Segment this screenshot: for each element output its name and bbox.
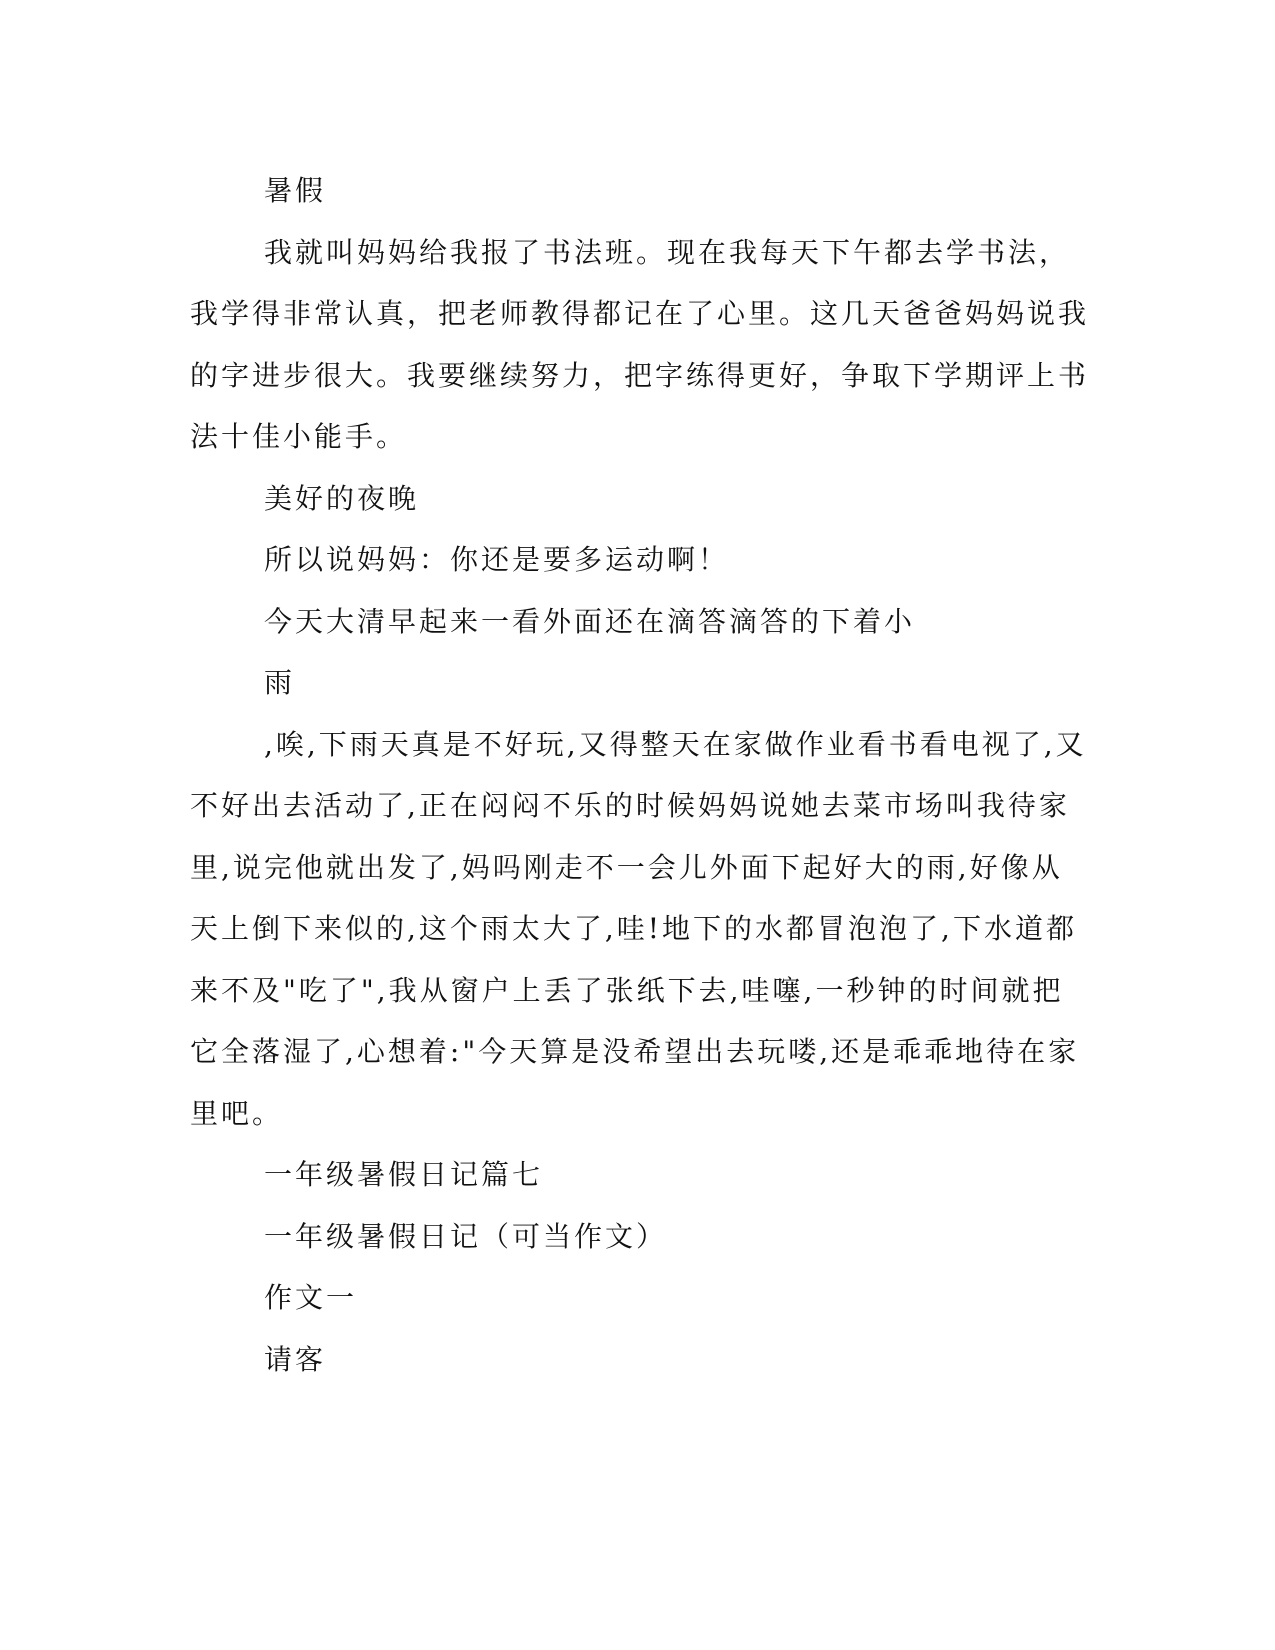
paragraph-heading-diary-seven: 一年级暑假日记篇七 bbox=[264, 1158, 544, 1191]
paragraph-calligraphy-class: 我就叫妈妈给我报了书法班。现在我每天下午都去学书法，我学得非常认真，把老师教得都记在了心里。这几天爸爸妈妈说我的字进步很大。我要继续努力，把字练得更好，争取下学期评上书法十佳小能手。 bbox=[190, 235, 1090, 453]
document-body bbox=[190, 160, 1090, 1390]
paragraph-rainy-day-story: ,唉,下雨天真是不好玩,又得整天在家做作业看书看电视了,又不好出去活动了,正在闷闷不乐的时候妈妈说她去菜市场叫我待家里,说完他就出发了,妈吗刚走不一会儿外面下起好大的雨,好像从天上倒下来似的,这个雨太大了,哇!地下的水都冒泡泡了,下水道都来不及"吃了",我从窗户上丢了张纸下去,哇噻,一秒钟的时间就把它全落湿了,心想着:"今天算是没希望出去玩喽,还是乖乖地待在家里吧。 bbox=[190, 727, 1087, 1130]
paragraph-rain-word: 雨 bbox=[264, 666, 296, 699]
paragraph-heading-summer-vacation: 暑假 bbox=[264, 174, 327, 207]
paragraph-early-morning-rain: 今天大清早起来一看外面还在滴答滴答的下着小 bbox=[264, 604, 916, 638]
paragraph-heading-essay-one: 作文一 bbox=[264, 1281, 358, 1314]
paragraph-heading-beautiful-night: 美好的夜晚 bbox=[264, 481, 420, 515]
paragraph-heading-treat-guests: 请客 bbox=[264, 1342, 327, 1376]
paragraph-exercise-more: 所以说妈妈：你还是要多运动啊！ bbox=[264, 543, 730, 576]
paragraph-heading-diary-essay: 一年级暑假日记（可当作文） bbox=[264, 1219, 668, 1253]
